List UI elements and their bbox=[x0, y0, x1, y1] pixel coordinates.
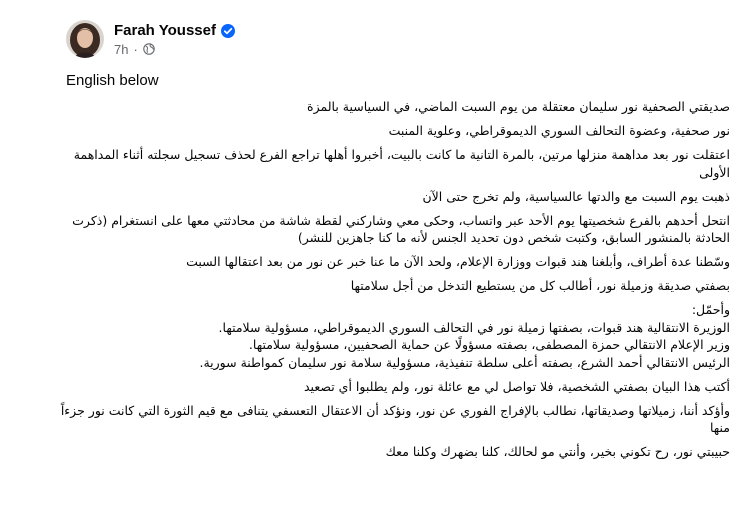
post-paragraph: نور صحفية، وعضوة التحالف السوري الديموقراطي، وعلوية المنبت bbox=[388, 123, 730, 138]
post-paragraph: وأؤكد أننا، زميلاتها وصديقاتها، نطالب بالإفراج الفوري عن نور، ونؤكد أن الاعتقال التعسفي يتنافى مع قيم الثورة التي كانت نور جزءاً منها bbox=[60, 402, 730, 435]
post-meta bbox=[114, 42, 235, 57]
post-intro: English below bbox=[66, 72, 159, 89]
author-avatar[interactable] bbox=[66, 20, 104, 58]
meta-separator: · bbox=[133, 41, 138, 57]
post-paragraph: بصفتي صديقة وزميلة نور، أطالب كل من يستطيع التدخل من أجل سلامتها bbox=[350, 278, 730, 293]
post-paragraph: ذهبت يوم السبت مع والدتها عالسياسية، ولم تخرج حتى الآن bbox=[422, 188, 730, 204]
author-name[interactable]: Farah Youssef bbox=[114, 21, 216, 39]
post-header bbox=[66, 20, 235, 58]
post-paragraph: حبيبتي نور، رح تكوني بخير، وأنتي مو لحالك، كلنا بضهرك وكلنا معك bbox=[385, 444, 730, 459]
post-paragraph: انتحل أحدهم بالفرع شخصيتها يوم الأحد عبر واتساب، وحكى معي وشاركني لقطة شاشة من محادثتي معها على انستغرام (ذكرت الحادثة بالمنشور السابق، وكتبت شخص دون تحديد الجنس لأنه ما كنا جاهزين للنشر) bbox=[72, 212, 730, 245]
accountability-item: الوزيرة الانتقالية هند قبوات، بصفتها زميلة نور في التحالف السوري الديموقراطي، مسؤولية سلامتها. bbox=[218, 319, 730, 335]
post-timestamp[interactable]: 7h bbox=[114, 41, 129, 57]
author-block bbox=[114, 22, 235, 57]
author-name-row bbox=[114, 22, 235, 39]
accountability-item: وزير الإعلام الانتقالي حمزة المصطفى، بصفته مسؤولًا عن حماية الصحفيين، مسؤولية سلامتها. bbox=[248, 337, 730, 352]
accountability-item: الرئيس الانتقالي أحمد الشرع، بصفته أعلى سلطة تنفيذية، مسؤولية سلامة نور سليمان كمواطنة سورية. bbox=[199, 354, 730, 370]
post-paragraph: اعتقلت نور بعد مداهمة منزلها مرتين، بالمرة التانية ما كانت بالبيت، أخبروا أهلها تراجع الفرع لحذف تسجيل سجلته أثناء المداهمة الأولى bbox=[73, 147, 730, 180]
post-body bbox=[50, 98, 730, 467]
post-paragraph: صديقتي الصحفية نور سليمان معتقلة من يوم السبت الماضي، في السياسية بالمزة bbox=[307, 99, 730, 114]
globe-icon[interactable] bbox=[143, 43, 155, 55]
post-paragraph: وسّطنا عدة أطراف، وأبلغنا هند قبوات ووزارة الإعلام، ولحد الآن ما عنا خبر عن نور من بعد اعتقالها السبت bbox=[186, 254, 730, 269]
post-paragraph: أكتب هذا البيان بصفتي الشخصية، فلا تواصل لي مع عائلة نور، ولم يطلبوا أي تصعيد bbox=[304, 378, 730, 394]
verified-badge-icon bbox=[221, 23, 235, 37]
accountability-heading: وأحمّل: bbox=[691, 302, 730, 317]
avatar-photo-icon bbox=[66, 20, 104, 58]
